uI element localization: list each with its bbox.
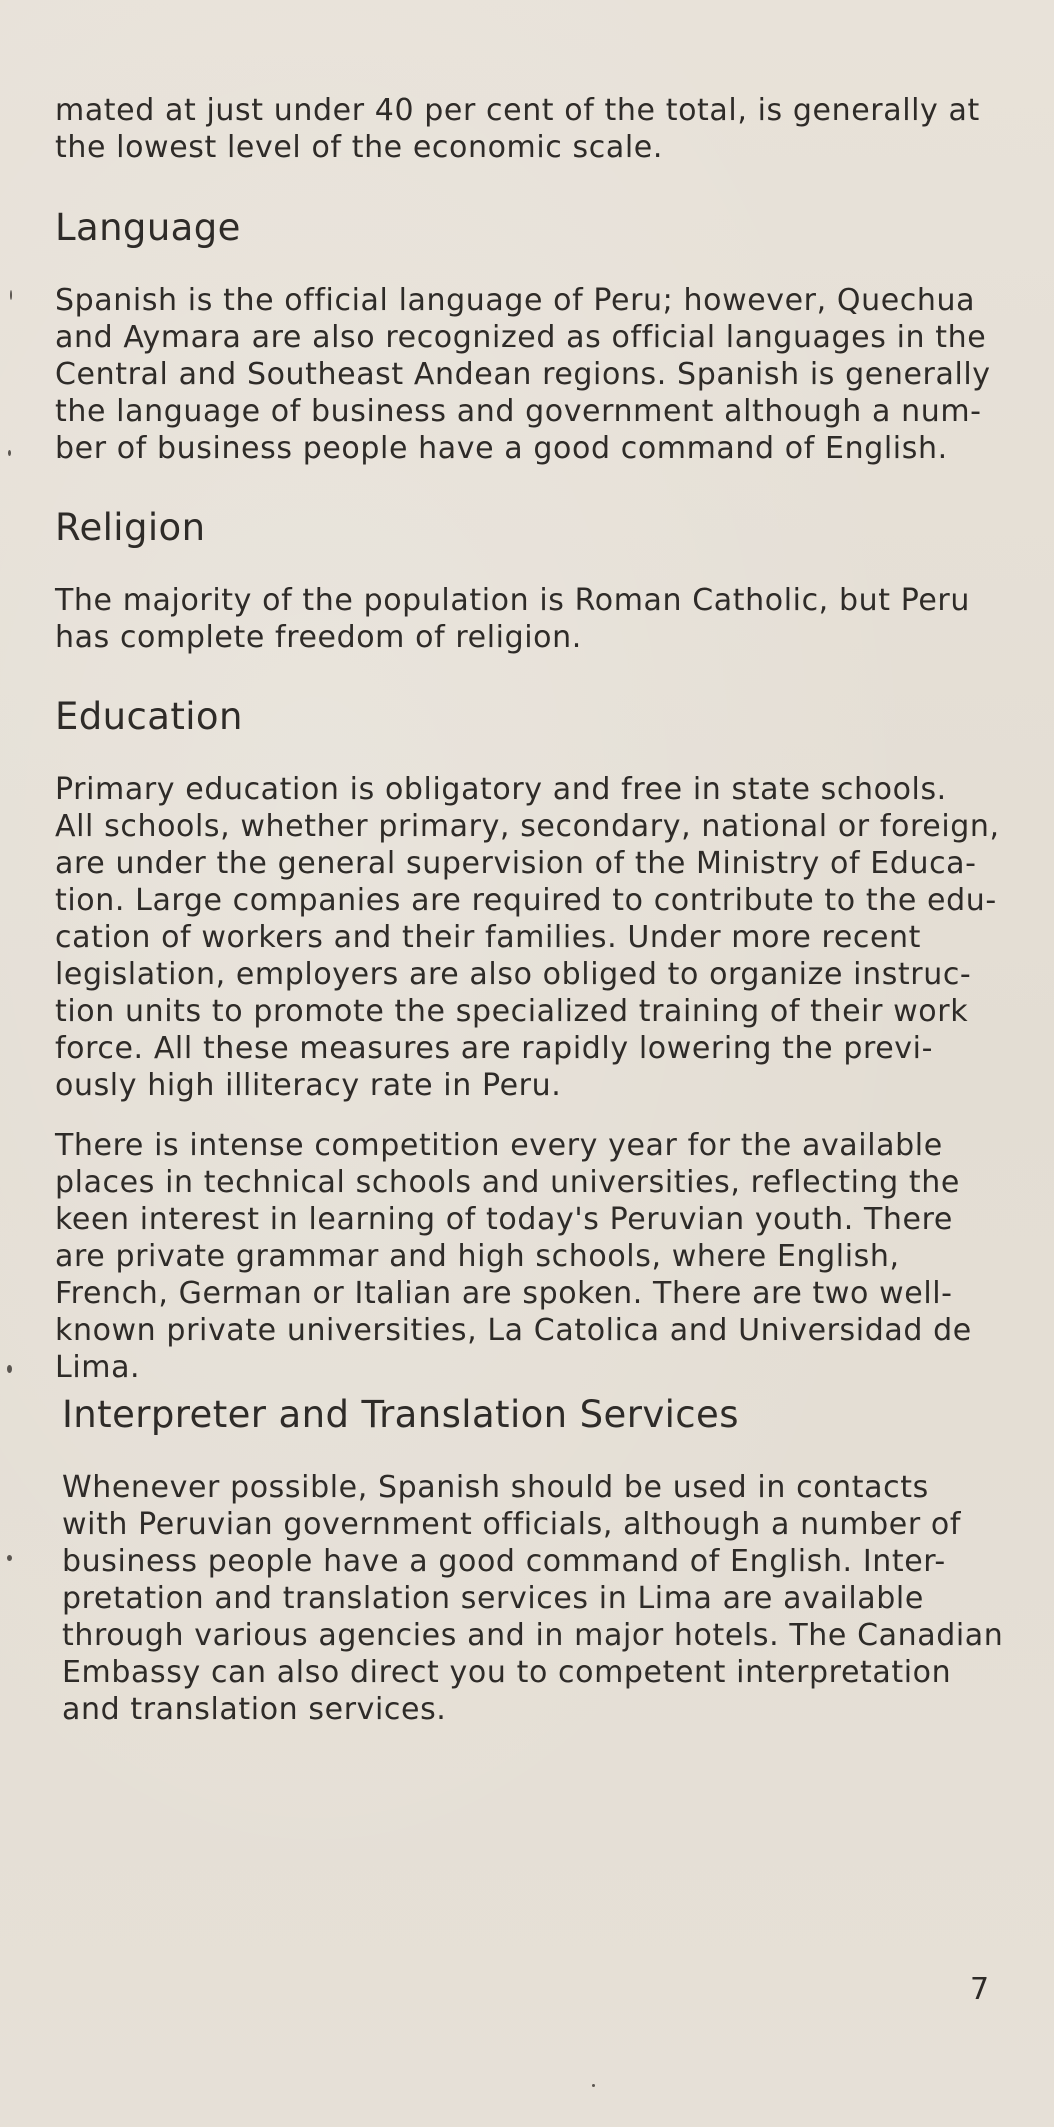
paper-speck xyxy=(10,290,12,300)
religion-paragraph: The majority of the population is Roman Catholic, but Peru has complete freedom of religion. xyxy=(55,583,970,655)
education-paragraph-1: Primary education is obligatory and free in state schools. All schools, whether primary, secondary, national or foreign, are under the general supervision of the Ministry of Educa- tion. Large companies are required to contribute to the edu- cation of workers and their families. Under more recent legislation, employers are also obliged to organize instruc- tion units to promote the specialized training of their work force. All these measures are rapidly lowering the previ- ously high illiteracy rate in Peru. xyxy=(55,772,1000,1103)
paper-speck xyxy=(7,1555,12,1561)
education-paragraph-2: There is intense competition every year for the available places in technical schools and universities, reflecting the keen interest in learning of today's Peruvian youth. There are private grammar and high schools, where English, French, German or Italian are spoken. There are two well- known private universities, La Catolica and Universidad de Lima. xyxy=(55,1128,972,1385)
paper-speck xyxy=(8,450,11,456)
interpreter-heading: Interpreter and Translation Services xyxy=(62,1393,739,1436)
interpreter-paragraph: Whenever possible, Spanish should be used in contacts with Peruvian government officials, although a number of business people have a good command of English. Inter- pretation and translation services in Lima are available through various agencies and in major hotels. The Canadian Embassy can also direct you to competent interpretation and translation services. xyxy=(62,1470,1004,1727)
paper-speck xyxy=(592,2084,595,2087)
paper-speck xyxy=(7,1365,12,1373)
language-heading: Language xyxy=(55,206,241,249)
education-heading: Education xyxy=(55,695,243,738)
interpreter-section xyxy=(62,1393,1012,1728)
language-paragraph: Spanish is the official language of Peru; however, Quechua and Aymara are also recognized as official languages in the Central and Southeast Andean regions. Spanish is generally the language of business and government although a num- ber of business people have a good command of English. xyxy=(55,283,991,466)
page-number: 7 xyxy=(970,1972,990,2007)
main-text-column xyxy=(55,92,1005,1386)
religion-heading: Religion xyxy=(55,506,206,549)
intro-paragraph: mated at just under 40 per cent of the total, is generally at the lowest level of the economic scale. xyxy=(55,93,980,165)
